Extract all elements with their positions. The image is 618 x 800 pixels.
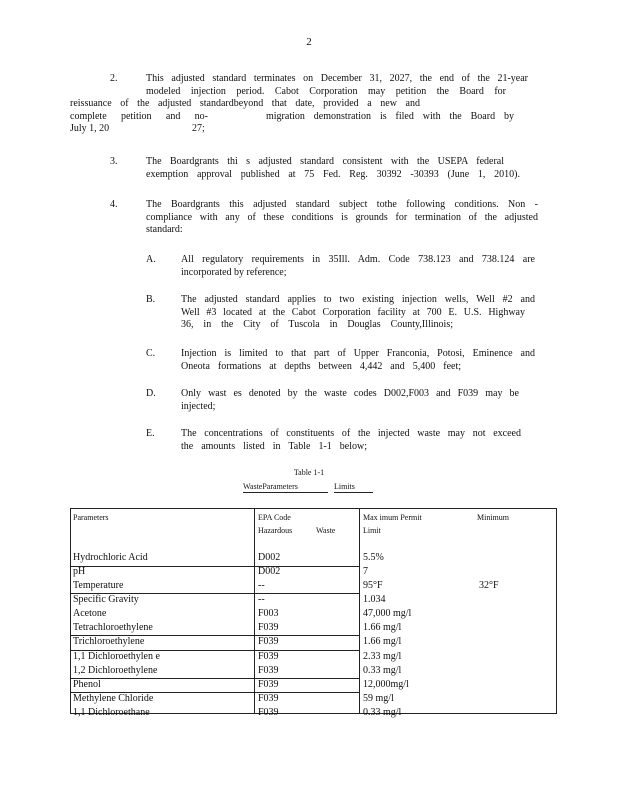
row-divider (70, 678, 360, 679)
cell-epa-code: F039 (258, 707, 279, 718)
item-line: reissuance of the adjusted standardbeyond that date, provided a new and (70, 98, 420, 109)
item-line: complete petition and no- (70, 110, 208, 122)
item-line: The Boardgrants thi s adjusted standard consistent with the USEPA federal (146, 156, 504, 167)
header-hazardous: Hazardous (258, 526, 293, 535)
header-waste: Waste (316, 526, 336, 535)
subitem-line: incorporated by reference; (181, 266, 287, 278)
cell-max-limit: 59 mg/l (363, 693, 394, 704)
subitem-letter: E. (146, 428, 155, 439)
header-parameters: Parameters (73, 513, 109, 522)
subitem-letter: D. (146, 388, 156, 399)
cell-parameter: 1,1 Dichloroethane (73, 707, 150, 718)
subitem-line: Only wast es denoted by the waste codes D002,F003 and F039 may be (181, 388, 519, 399)
subitem-line: 36, in the City of Tuscola in Douglas County,Illinois; (181, 319, 453, 330)
subitem-line: The adjusted standard applies to two existing injection wells, Well #2 and (181, 294, 535, 305)
item-line: This adjusted standard terminates on December 31, 2027, the end of the 21-year (146, 73, 528, 84)
cell-max-limit: 5.5% (363, 552, 384, 563)
subitem-line: injected; (181, 400, 216, 412)
header-epa-code: EPA Code (258, 513, 291, 522)
item-line: compliance with any of these conditions is grounds for termination of the adjusted (146, 211, 538, 223)
cell-max-limit: 2.33 mg/l (363, 651, 402, 662)
subitem-letter: C. (146, 348, 156, 359)
header-max-permit: Max imum Permit (363, 513, 422, 522)
cell-parameter: pH (73, 566, 86, 577)
cell-max-limit: 1.66 mg/l (363, 622, 402, 633)
item-line: The Boardgrants this adjusted standard subject tothe following conditions. Non - (146, 199, 538, 210)
cell-epa-code: -- (258, 580, 265, 591)
cell-max-limit: 95°F (363, 580, 383, 591)
table-column-divider (254, 508, 255, 713)
cell-epa-code: -- (258, 594, 265, 605)
item-number: 2. (110, 73, 118, 84)
cell-parameter: Specific Gravity (73, 594, 139, 605)
cell-max-limit: 0.33 mg/l (363, 665, 402, 676)
subitem-line: The concentrations of constituents of the injected waste may not exceed (181, 428, 521, 439)
cell-epa-code: F039 (258, 693, 279, 704)
cell-parameter: Tetrachloroethylene (73, 622, 153, 633)
page-number: 2 (306, 36, 312, 48)
cell-parameter: Phenol (73, 679, 101, 690)
subitem-line: All regulatory requirements in 35Ill. Adm. Code 738.123 and 738.124 are (181, 254, 535, 265)
item-number: 4. (110, 199, 118, 210)
item-line: modeled injection period. Cabot Corporation may petition the Board for (146, 85, 506, 97)
row-divider (70, 566, 360, 567)
subitem-line: Injection is limited to that part of Upper Franconia, Potosi, Eminence and (181, 348, 535, 359)
cell-parameter: Temperature (73, 580, 124, 591)
cell-epa-code: F039 (258, 622, 279, 633)
cell-epa-code: F039 (258, 651, 279, 662)
subitem-line: Oneota formations at depths between 4,442 and 5,400 feet; (181, 360, 461, 372)
cell-max-limit: 47,000 mg/l (363, 608, 412, 619)
cell-epa-code: F039 (258, 636, 279, 647)
cell-epa-code: D002 (258, 552, 281, 563)
cell-epa-code: F039 (258, 679, 279, 690)
cell-parameter: Trichloroethylene (73, 636, 145, 647)
waste-parameters-table (70, 508, 557, 714)
table-title: Table 1-1 (293, 468, 325, 477)
cell-parameter: Hydrochloric Acid (73, 552, 148, 563)
header-limit: Limit (363, 526, 381, 535)
cell-max-limit: 0.33 mg/l (363, 707, 402, 718)
cell-parameter: 1,1 Dichloroethylen e (73, 651, 160, 662)
subitem-line: the amounts listed in Table 1-1 below; (181, 440, 367, 452)
subitem-line: Well #3 located at the Cabot Corporation facility at 700 E. U.S. Highway (181, 306, 525, 318)
cell-epa-code: D002 (258, 566, 281, 577)
cell-max-limit: 7 (363, 566, 368, 577)
cell-parameter: Acetone (73, 608, 107, 619)
subitem-letter: A. (146, 254, 156, 265)
header-minimum: Minimum (477, 513, 510, 522)
subitem-letter: B. (146, 294, 156, 305)
cell-max-limit: 1.66 mg/l (363, 636, 402, 647)
cell-max-limit: 1.034 (363, 594, 386, 605)
item-number: 3. (110, 156, 118, 167)
cell-minimum: 32°F (479, 580, 499, 591)
table-subtitle-left: WasteParameters (243, 482, 328, 493)
cell-parameter: Methylene Chloride (73, 693, 154, 704)
item-line: migration demonstration is filed with the Board by (266, 110, 514, 122)
item-line: July 1, 20 (70, 123, 110, 134)
item-line: exemption approval published at 75 Fed. Reg. 30392 -30393 (June 1, 2010). (146, 168, 520, 180)
table-subtitle-right: Limits (334, 482, 373, 493)
item-line: 27; (192, 123, 205, 134)
table-column-divider (359, 508, 360, 713)
cell-epa-code: F039 (258, 665, 279, 676)
cell-parameter: 1,2 Dichloroethylene (73, 665, 158, 676)
cell-epa-code: F003 (258, 608, 279, 619)
cell-max-limit: 12,000mg/l (363, 679, 409, 690)
item-line: standard: (146, 224, 183, 235)
